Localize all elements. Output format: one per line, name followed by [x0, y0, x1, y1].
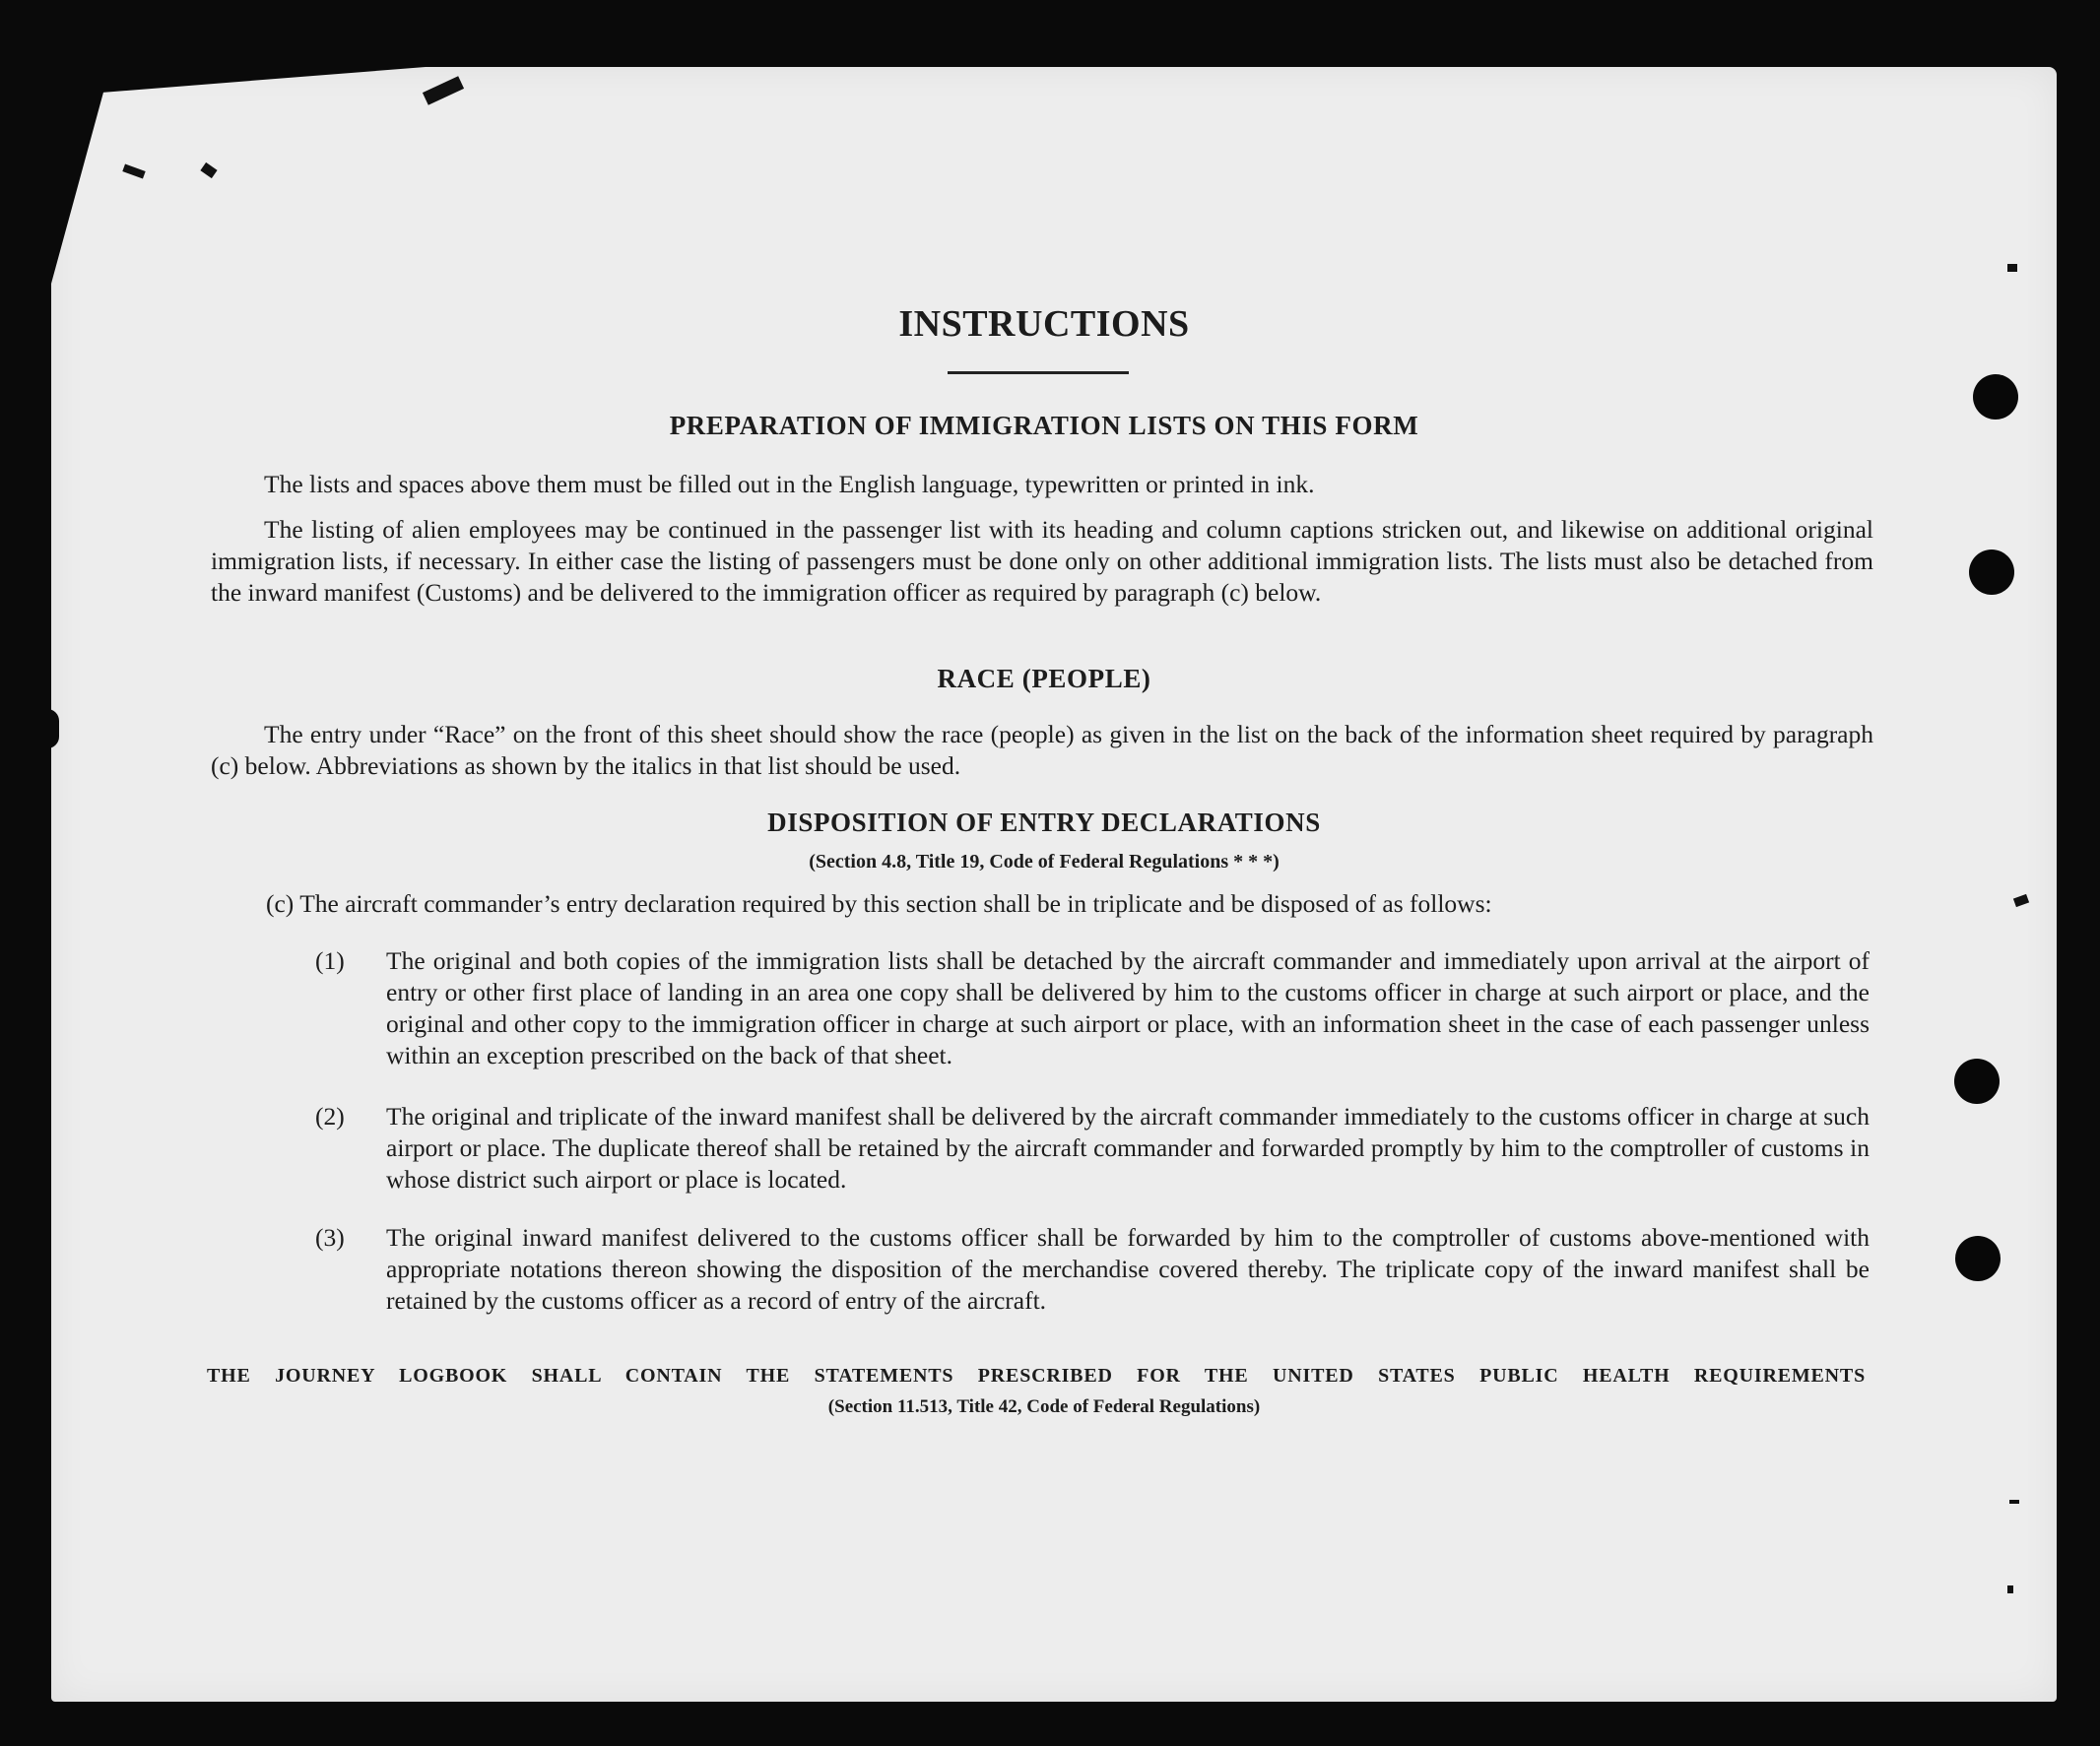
list-item [315, 1222, 1870, 1317]
item-text: The original inward manifest delivered to the customs officer shall be forwarded by him to the comptroller of customs above-mentioned with appropriate notations thereon showing the disposition of the merchandise covered thereby. The triplicate copy of the inward manifest shall be retained by the customs officer as a record of entry of the aircraft. [386, 1223, 1870, 1315]
paragraph-intro-c: (c) The aircraft commander’s entry declaration required by this section shall be in triplicate and be disposed of as follows: [266, 889, 1492, 918]
item-number: (1) [315, 946, 345, 975]
heading-race: RACE (PEOPLE) [937, 664, 1151, 693]
item-number: (3) [315, 1223, 345, 1252]
title-underline [948, 371, 1129, 374]
heading-preparation: PREPARATION OF IMMIGRATION LISTS ON THIS FORM [669, 411, 1419, 440]
item-text: The original and triplicate of the inward manifest shall be delivered by the aircraft commander immediately to the customs officer in charge at such airport or place. The duplicate thereof shall be retained by the aircraft commander and forwarded promptly by him to the comptroller of customs in whose district such airport or place is located. [386, 1102, 1870, 1194]
list-item [315, 1101, 1870, 1196]
item-number: (2) [315, 1102, 345, 1131]
paragraph-alien-employees: The listing of alien employees may be continued in the passenger list with its heading and column captions stricken out, and likewise on additional original immigration lists, if necessary. In either case the listing of passengers must be done only on other additional immigration lists. The lists must also be detached from the inward manifest (Customs) and be delivered to the immigration officer as required by paragraph (c) below. [211, 515, 1873, 607]
item-text: The original and both copies of the immigration lists shall be detached by the aircraft commander and immediately upon arrival at the airport of entry or other first place of landing in an area one copy shall be delivered by him to the customs officer in charge at such airport or place, and the original and other copy to the immigration officer in charge at such airport or place, with an information sheet in the case of each passenger unless within an exception prescribed on the back of that sheet. [386, 946, 1870, 1069]
footer-health-requirements: THE JOURNEY LOGBOOK SHALL CONTAIN THE STATEMENTS PRESCRIBED FOR THE UNITED STATES PUBLIC HEALTH REQUIREMENTS [207, 1365, 1866, 1387]
heading-disposition: DISPOSITION OF ENTRY DECLARATIONS [767, 808, 1321, 837]
citation-disposition: (Section 4.8, Title 19, Code of Federal Regulations * * *) [809, 851, 1280, 873]
paragraph-race: The entry under “Race” on the front of this sheet should show the race (people) as given in the list on the back of the information sheet required by paragraph (c) below. Abbreviations as shown by the italics in that list should be used. [211, 720, 1873, 780]
page-title: INSTRUCTIONS [898, 303, 1190, 345]
footer-citation: (Section 11.513, Title 42, Code of Federal Regulations) [827, 1396, 1261, 1417]
list-item [315, 945, 1870, 1071]
paragraph-language: The lists and spaces above them must be filled out in the English language, typewritten or printed in ink. [264, 470, 1315, 498]
